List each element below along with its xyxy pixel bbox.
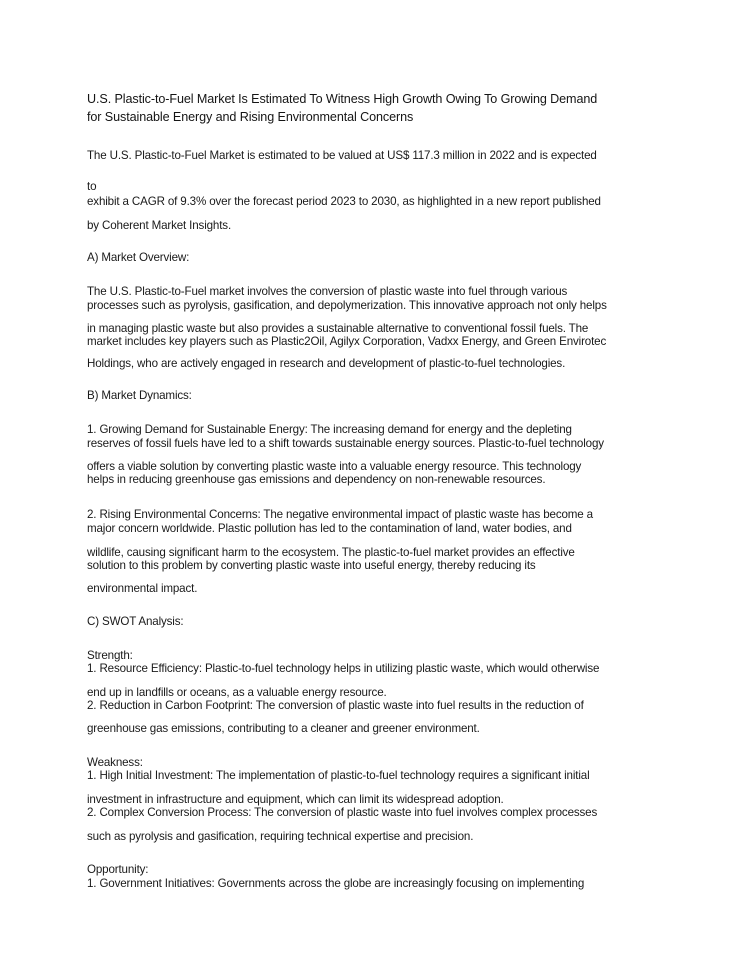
swot-strength-label: Strength: [87,649,133,662]
overview-heading: A) Market Overview: [87,251,190,264]
intro-line-2: to [87,180,97,193]
document-title-line-2: for Sustainable Energy and Rising Environmental Concerns [87,110,414,124]
overview-line-4: market includes key players such as Plastic2Oil, Agilyx Corporation, Vadxx Energy, and Green Envirotec [87,335,607,348]
swot-opportunity-label: Opportunity: [87,863,149,876]
dynamics-point2-line-5: environmental impact. [87,582,198,595]
swot-strength-line-4: greenhouse gas emissions, contributing to a cleaner and greener environment. [87,722,480,735]
dynamics-point1-line-4: helps in reducing greenhouse gas emissions and dependency on non-renewable resources. [87,473,546,486]
dynamics-point2-line-3: wildlife, causing significant harm to the ecosystem. The plastic-to-fuel market provides an effective [87,546,575,559]
swot-strength-line-1: 1. Resource Efficiency: Plastic-to-fuel technology helps in utilizing plastic waste, which would otherwise [87,662,600,675]
overview-line-3: in managing plastic waste but also provides a sustainable alternative to conventional fossil fuels. The [87,322,589,335]
overview-line-5: Holdings, who are actively engaged in research and development of plastic-to-fuel technologies. [87,357,566,370]
dynamics-point1-line-1: 1. Growing Demand for Sustainable Energy: The increasing demand for energy and the depleting [87,423,572,436]
document-title-line-1: U.S. Plastic-to-Fuel Market Is Estimated To Witness High Growth Owing To Growing Demand [87,92,598,106]
dynamics-point2-line-2: major concern worldwide. Plastic pollution has led to the contamination of land, water bodies, and [87,522,572,535]
swot-weakness-line-2: investment in infrastructure and equipment, which can limit its widespread adoption. [87,793,504,806]
swot-weakness-line-1: 1. High Initial Investment: The implementation of plastic-to-fuel technology requires a significant initial [87,769,590,782]
swot-weakness-line-4: such as pyrolysis and gasification, requiring technical expertise and precision. [87,830,474,843]
swot-opportunity-line-1: 1. Government Initiatives: Governments across the globe are increasingly focusing on implementing [87,877,585,890]
dynamics-point1-line-2: reserves of fossil fuels have led to a shift towards sustainable energy sources. Plastic-to-fuel technology [87,437,604,450]
dynamics-point2-line-1: 2. Rising Environmental Concerns: The negative environmental impact of plastic waste has become a [87,508,593,521]
swot-strength-line-2: end up in landfills or oceans, as a valuable energy resource. [87,686,387,699]
overview-line-1: The U.S. Plastic-to-Fuel market involves the conversion of plastic waste into fuel through various [87,285,568,298]
dynamics-point2-line-4: solution to this problem by converting plastic waste into useful energy, thereby reducing its [87,559,536,572]
overview-line-2: processes such as pyrolysis, gasification, and depolymerization. This innovative approach not only helps [87,299,607,312]
swot-weakness-line-3: 2. Complex Conversion Process: The conversion of plastic waste into fuel involves complex processes [87,806,598,819]
swot-strength-line-3: 2. Reduction in Carbon Footprint: The conversion of plastic waste into fuel results in the reduction of [87,699,584,712]
intro-line-3: exhibit a CAGR of 9.3% over the forecast period 2023 to 2030, as highlighted in a new report published [87,195,601,208]
dynamics-point1-line-3: offers a viable solution by converting plastic waste into a valuable energy resource. This technology [87,460,582,473]
intro-line-4: by Coherent Market Insights. [87,219,232,232]
swot-weakness-label: Weakness: [87,756,143,769]
swot-heading: C) SWOT Analysis: [87,615,184,628]
intro-line-1: The U.S. Plastic-to-Fuel Market is estimated to be valued at US$ 117.3 million in 2022 and is expected [87,149,597,162]
dynamics-heading: B) Market Dynamics: [87,389,192,402]
